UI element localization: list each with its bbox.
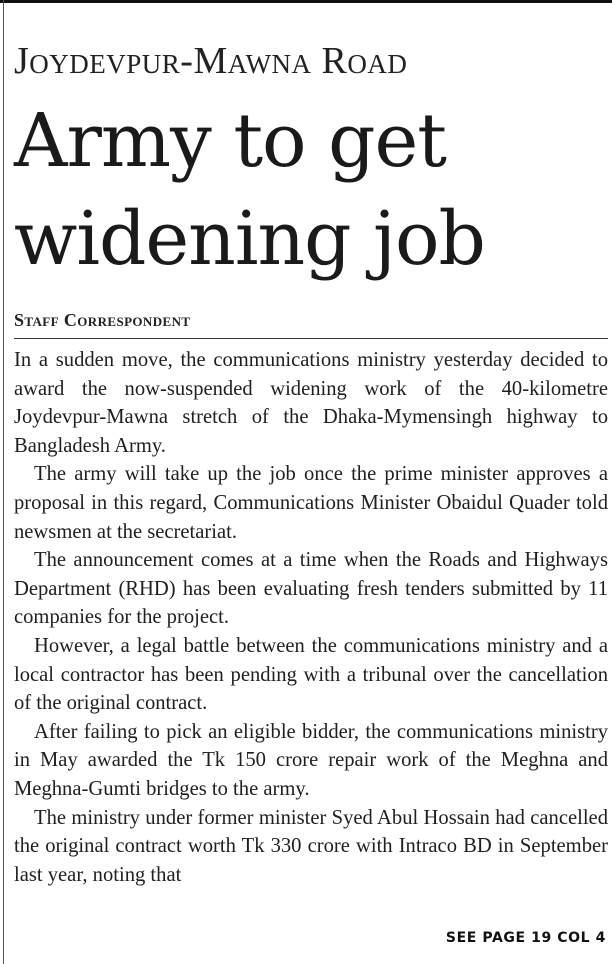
article-paragraph: The announcement comes at a time when the Roads and Highways Department (RHD) has been evaluating fresh tenders submitted by 11 companies for the project. bbox=[14, 549, 608, 629]
article-kicker: Joydevpur-Mawna Road bbox=[14, 40, 408, 82]
article-paragraph: After failing to pick an eligible bidder, the communications ministry in May awarded the Tk 150 crore repair work of the Meghna and Meghna-Gumti bridges to the army. bbox=[14, 720, 608, 800]
article-paragraph: However, a legal battle between the communications ministry and a local contractor has been pending with a tribunal over the cancellation of the original contract. bbox=[14, 634, 608, 715]
article-paragraph: In a sudden move, the communications ministry yesterday decided to award the now-suspended widening work of the 40-kilometre Joydevpur-Mawna stretch of the Dhaka-Mymensingh highway to Bangladesh Army. bbox=[14, 349, 608, 457]
byline-rule bbox=[14, 338, 608, 339]
article-body bbox=[14, 346, 608, 889]
article-paragraph: The ministry under former minister Syed Abul Hossain had cancelled the original contract worth Tk 330 crore with Intraco BD in September last year, noting that bbox=[14, 806, 608, 886]
article-headline: Army to get widening job bbox=[14, 98, 485, 282]
article-byline: Staff Correspondent bbox=[14, 310, 191, 330]
continued-on-page-link[interactable]: SEE PAGE 19 COL 4 bbox=[445, 930, 606, 946]
article-paragraph: The army will take up the job once the prime minister approves a proposal in this regard, Communications Minister Obaidul Quader told newsmen at the secretariat. bbox=[14, 463, 608, 543]
column-rule bbox=[3, 0, 4, 964]
top-rule bbox=[0, 0, 612, 3]
